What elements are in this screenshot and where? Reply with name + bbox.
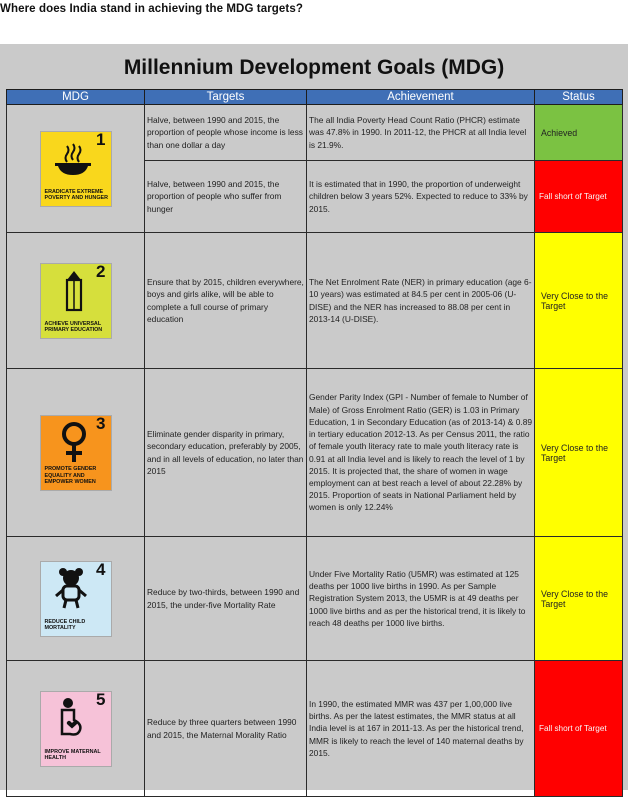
goal-number: 1	[96, 129, 106, 149]
status-badge: Fall short of Target	[535, 661, 623, 797]
achievement-cell: Under Five Mortality Ratio (U5MR) was estimated at 125 deaths per 1000 live births in 1990. As per Sample Registration System 2013, the U5MR is at 49 deaths per 1000 live births and as per the historical trend, it is likely to reach 48 deaths per 1000 live births.	[307, 537, 535, 661]
target-cell: Reduce by two-thirds, between 1990 and 2015, the under-five Mortality Rate	[145, 537, 307, 661]
table-row	[7, 369, 623, 537]
goal-4-icon-box	[40, 561, 112, 637]
goal-number: 4	[96, 559, 106, 579]
status-badge: Very Close to the Target	[535, 537, 623, 661]
goal-3-cell	[7, 369, 145, 537]
table-header-row	[7, 90, 623, 105]
table-row	[7, 233, 623, 369]
achievement-cell: In 1990, the estimated MMR was 437 per 1,00,000 live births. As per the latest estimates, the MMR status at all India level is at 167 in 2011-13. As per the historical trend, MMR is likely to reach the level of 140 maternal deaths by 2015.	[307, 661, 535, 797]
status-badge: Achieved	[535, 105, 623, 161]
status-badge: Fall short of Target	[535, 161, 623, 233]
goal-5-icon-box	[40, 691, 112, 767]
goal-number: 5	[96, 689, 106, 709]
status-badge: Very Close to the Target	[535, 369, 623, 537]
table-row	[7, 537, 623, 661]
achievement-cell: It is estimated that in 1990, the proportion of underweight children below 3 years 52%. Expected to reduce to 33% by 2015.	[307, 161, 535, 233]
goal-caption: ACHIEVE UNIVERSAL PRIMARY EDUCATION	[44, 320, 103, 333]
goal-caption: PROMOTE GENDER EQUALITY AND EMPOWER WOMEN	[44, 466, 97, 485]
table-row	[7, 105, 623, 161]
teddy-bear-icon	[53, 566, 89, 610]
achievement-cell: The Net Enrolment Rate (NER) in primary education (age 6-10 years) was estimated at 84.5 per cent in 2005-06 (U-DISE) and the NER has increased to 88.08 per cent in 2013-14 (U-DISE).	[307, 233, 535, 369]
infographic-title: Millennium Development Goals (MDG)	[123, 56, 505, 79]
page-heading: Where does India stand in achieving the MDG targets?	[0, 3, 303, 15]
goal-1-cell	[7, 105, 145, 233]
target-cell: Halve, between 1990 and 2015, the proportion of people who suffer from hunger	[145, 161, 307, 233]
goal-number: 2	[96, 261, 106, 281]
goal-caption: REDUCE CHILD MORTALITY	[44, 618, 86, 631]
goal-caption: IMPROVE MATERNAL HEALTH	[44, 748, 101, 761]
header-mdg: MDG	[7, 90, 145, 105]
goal-2-cell	[7, 233, 145, 369]
goal-number: 3	[96, 413, 106, 433]
table-row	[7, 661, 623, 797]
target-cell: Halve, between 1990 and 2015, the proportion of people whose income is less than one dollar a day	[145, 105, 307, 161]
achievement-cell: Gender Parity Index (GPI - Number of female to Number of Male) of Gross Enrolment Ratio (GER) is 1.03 in Primary Education, 1 in Secondary Education (as of 2013-14) & 0.89 in tertiary education 2012-13. As per Census 2011, the ratio of female youth literacy rate to male youth literacy rate is 0.91 at all India level and is likely to reach the level of 1 by 2015. It is projected that, the share of women in wage employment can at best reach a level of about 22.28% by 2015. Proportion of seats in National Parliament held by women is only 12.24%	[307, 369, 535, 537]
target-cell: Ensure that by 2015, children everywhere, boys and girls alike, will be able to complete a full course of primary education	[145, 233, 307, 369]
goal-5-cell	[7, 661, 145, 797]
goal-caption: ERADICATE EXTREME POVERTY AND HUNGER	[44, 188, 108, 201]
goal-4-cell	[7, 537, 145, 661]
achievement-cell: The all India Poverty Head Count Ratio (PHCR) estimate was 47.8% in 1990. In 2011-12, the PHCR at all India level is 21.9%.	[307, 105, 535, 161]
header-targets: Targets	[145, 90, 307, 105]
target-cell: Eliminate gender disparity in primary, secondary education, preferably by 2005, and in all levels of education, no later than 2015	[145, 369, 307, 537]
target-cell: Reduce by three quarters between 1990 and 2015, the Maternal Morality Ratio	[145, 661, 307, 797]
goal-2-icon-box	[40, 263, 112, 339]
header-achievement: Achievement	[307, 90, 535, 105]
pencil-icon	[57, 270, 91, 314]
goal-3-icon-box	[40, 415, 112, 491]
female-symbol-icon	[57, 420, 91, 466]
goal-1-icon-box	[40, 131, 112, 207]
mdg-table	[6, 89, 623, 797]
pregnant-woman-icon	[51, 696, 87, 740]
header-status: Status	[535, 90, 623, 105]
bowl-icon	[53, 142, 93, 176]
status-badge: Very Close to the Target	[535, 233, 623, 369]
